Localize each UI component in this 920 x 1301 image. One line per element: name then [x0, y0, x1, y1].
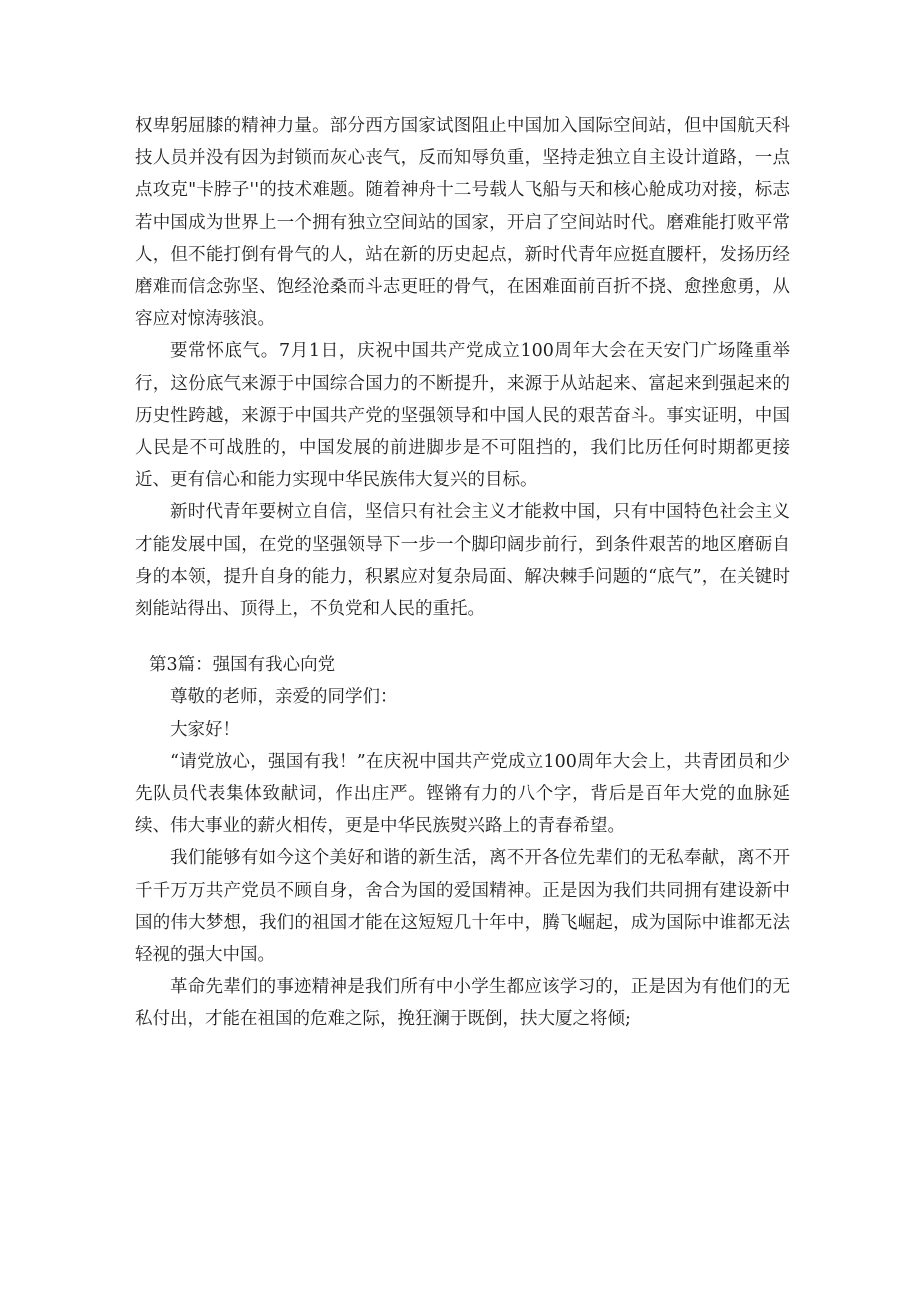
paragraph-pledge: “请党放心，强国有我！”在庆祝中国共产党成立100周年大会上，共青团员和少先队员代表集体致献词，作出庄严。铿锵有力的八个字，背后是百年大党的血脉延续、伟大事业的薪火相传，更是中华民族熨兴路上的青春希望。 — [135, 751, 790, 837]
paragraph-youth: 新时代青年要树立自信，坚信只有社会主义才能救中国，只有中国特色社会主义才能发展中国，在党的坚强领导下一步一个脚印阔步前行，到条件艰苦的地区磨砺自身的本领，提升自身的能力，积累应对复杂局面、解决棘手问题的“底气”，在关键时刻能站得出、顶得上，不负党和人民的重托。 — [135, 502, 790, 620]
greeting: 尊敬的老师，亲爱的同学们： — [170, 687, 398, 708]
paragraph-new-life: 我们能够有如今这个美好和谐的新生活，离不开各位先辈们的无私奉献，离不开千千万万共产党员不顾自身，舍合为国的爱国精神。正是因为我们共同拥有建设新中国的伟大梦想，我们的祖国才能在这短短几十年中，腾飞崛起，成为国际中谁都无法轻视的强大中国。 — [135, 848, 790, 966]
paragraph-spirit: 权卑躬屈膝的精神力量。部分西方国家试图阻止中国加入国际空间站，但中国航天科技人员并没有因为封锁而灰心丧气，反而知辱负重，坚持走独立自主设计道路，一点点攻克"卡脖子''的技术难题。随着神舟十二号载人飞船与天和核心舱成功对接，标志若中国成为世界上一个拥有独立空间站的国家，开启了空间站时代。磨难能打败平常人，但不能打倒有骨气的人，站在新的历史起点，新时代青年应挺直腰杆，发扬历经磨难而信念弥坚、饱经沧桑而斗志更旺的骨气，在困难面前百折不挠、愈挫愈勇，从容应对惊涛骇浪。 — [135, 116, 790, 330]
document-page — [135, 110, 790, 1036]
section-gap — [135, 625, 790, 649]
hello-line: 大家好！ — [170, 719, 240, 740]
paragraph-revolutionary: 革命先辈们的事迹精神是我们所有中小学生都应该学习的，正是因为有他们的无私付出，才能在祖国的危难之际，挽狂澜于既倒，扶大厦之将倾; — [135, 977, 790, 1030]
section-title: 第3篇：强国有我心向党 — [149, 655, 336, 676]
paragraph-confidence: 要常怀底气。7月1日，庆祝中国共产党成立100周年大会在天安门广场隆重举行，这份底气来源于中国综合国力的不断提升，来源于从站起来、富起来到强起来的历史性跨越，来源于中国共产党的坚强领导和中国人民的艰苦奋斗。事实证明，中国人民是不可战胜的，中国发展的前进脚步是不可阻挡的，我们比历任何时期都更接近、更有信心和能力实现中华民族伟大复兴的目标。 — [135, 341, 790, 491]
